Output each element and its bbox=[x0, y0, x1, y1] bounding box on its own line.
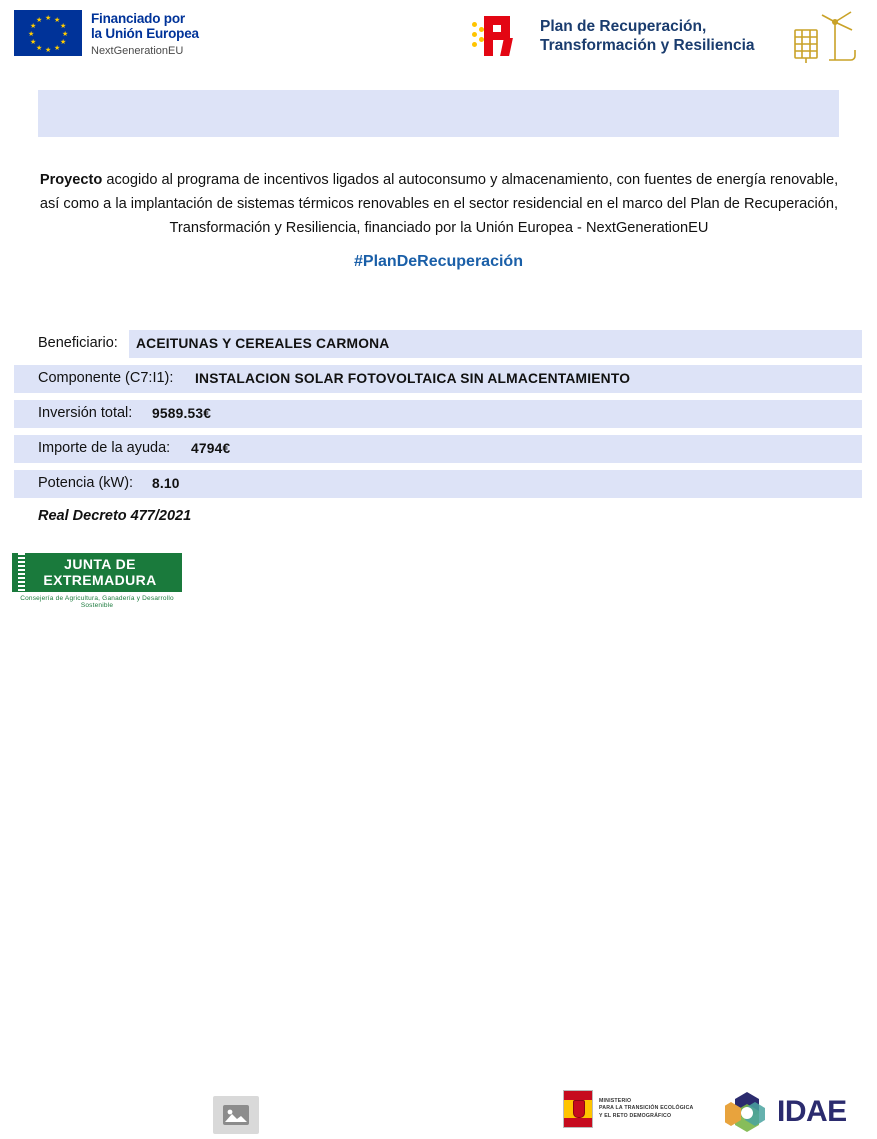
idae-label: IDAE bbox=[777, 1095, 847, 1128]
wind-turbine-solar-icon bbox=[789, 8, 859, 68]
field-row bbox=[14, 330, 862, 358]
eu-funding-line2: la Unión Europea bbox=[91, 26, 199, 41]
ministerio-line2: PARA LA TRANSICIÓN ECOLÓGICA bbox=[599, 1105, 694, 1112]
paragraph-lead: Proyecto bbox=[39, 172, 103, 188]
ministerio-text bbox=[599, 1098, 693, 1121]
field-label-inversion: Inversión total: bbox=[38, 405, 133, 421]
junta-extremadura-logo bbox=[12, 553, 182, 609]
field-row bbox=[14, 470, 862, 498]
field-highlight bbox=[14, 400, 862, 428]
eu-flag-icon: ★ ★ ★ ★ ★ ★ ★ ★ ★ ★ ★ ★ bbox=[14, 10, 82, 56]
plan-recuperacion-logo bbox=[468, 10, 755, 62]
tr-emblem-icon bbox=[468, 10, 530, 62]
field-row bbox=[14, 365, 862, 393]
coat-of-arms-icon bbox=[573, 1100, 585, 1118]
ministerio-line1: MINISTERIO bbox=[599, 1097, 632, 1104]
eu-funding-line1: Financiado por bbox=[91, 11, 185, 26]
title-highlight-band bbox=[38, 90, 839, 137]
field-label-componente: Componente (C7:I1): bbox=[38, 370, 174, 386]
junta-subtitle: Consejería de Agricultura, Ganadería y Desarrollo Sostenible bbox=[20, 595, 174, 609]
plan-recuperacion-text bbox=[540, 17, 755, 55]
field-row bbox=[14, 435, 862, 463]
eu-funding-logo bbox=[14, 10, 199, 57]
eu-funding-subtitle: NextGenerationEU bbox=[91, 45, 184, 57]
field-value-inversion: 9589.53€ bbox=[152, 406, 212, 421]
field-highlight bbox=[14, 470, 862, 498]
field-label-ayuda: Importe de la ayuda: bbox=[38, 440, 171, 456]
field-label-beneficiario: Beneficiario: bbox=[38, 335, 118, 351]
field-value-componente: INSTALACION SOLAR FOTOVOLTAICA SIN ALMACENTAMIENTO bbox=[195, 371, 631, 386]
hashtag: #PlanDeRecuperación bbox=[354, 253, 523, 270]
ministerio-line3: Y EL RETO DEMOGRÁFICO bbox=[599, 1112, 672, 1119]
header-bar bbox=[0, 0, 877, 78]
project-fields bbox=[14, 330, 862, 505]
eu-funding-text bbox=[91, 11, 199, 57]
paragraph-text: acogido al programa de incentivos ligados al autoconsumo y almacenamiento, con fuentes de energía renovable, así como a la implantación de sistemas térmicos renovables en el sector residencial en el marco del Plan de Recuperación, Transformación y Resiliencia, financiado por la Unión Europea - NextGenerationEU bbox=[39, 172, 839, 236]
field-row bbox=[14, 400, 862, 428]
image-placeholder-icon bbox=[213, 1096, 259, 1134]
plan-line1: Plan de Recuperación, bbox=[540, 18, 707, 35]
decree-text: Real Decreto 477/2021 bbox=[38, 508, 192, 524]
field-value-beneficiario: ACEITUNAS Y CEREALES CARMONA bbox=[136, 336, 390, 351]
ministerio-logo bbox=[563, 1090, 693, 1128]
idae-mark-icon bbox=[725, 1090, 769, 1134]
main-paragraph bbox=[30, 168, 848, 240]
field-label-potencia: Potencia (kW): bbox=[38, 475, 134, 491]
junta-stripes-icon bbox=[18, 553, 25, 592]
junta-title: JUNTA DE EXTREMADURA bbox=[43, 556, 157, 588]
idae-logo bbox=[725, 1090, 847, 1134]
field-value-potencia: 8.10 bbox=[152, 476, 180, 491]
plan-line2: Transformación y Resiliencia bbox=[540, 37, 755, 54]
spain-flag-icon bbox=[563, 1090, 593, 1128]
junta-title-bar bbox=[12, 553, 182, 592]
field-value-ayuda: 4794€ bbox=[191, 441, 231, 456]
footer-bar bbox=[0, 540, 877, 1128]
